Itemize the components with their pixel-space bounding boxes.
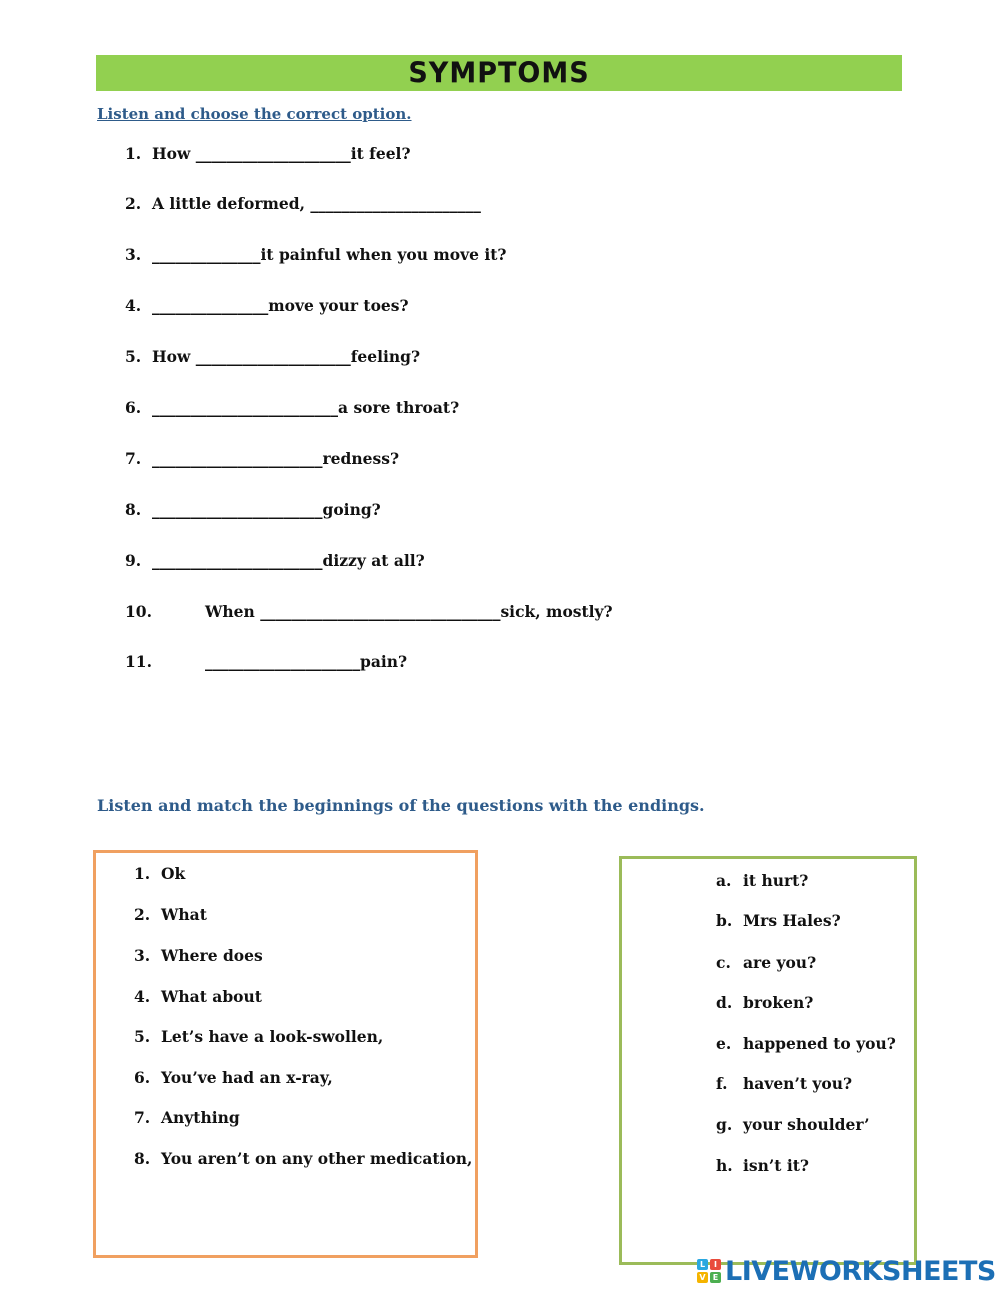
instruction-match: Listen and match the beginnings of the questions with the endings.: [97, 796, 705, 815]
liveworksheets-logo[interactable]: [697, 1254, 996, 1288]
question-item[interactable]: 7. ______________________redness?: [125, 449, 400, 468]
beginning-item[interactable]: 5. Let’s have a look-swollen,: [134, 1027, 384, 1046]
instruction-choose: Listen and choose the correct option.: [97, 105, 412, 123]
question-item[interactable]: 11. ____________________pain?: [125, 652, 408, 671]
beginning-item[interactable]: 2. What: [134, 905, 207, 924]
logo-text: LIVEWORKSHEETS: [725, 1255, 996, 1287]
ending-item[interactable]: a. it hurt?: [716, 871, 809, 890]
ending-item[interactable]: e. happened to you?: [716, 1034, 896, 1053]
ending-item[interactable]: d. broken?: [716, 993, 814, 1012]
question-item[interactable]: 10. When _______________________________sick, mostly?: [125, 602, 613, 621]
ending-item[interactable]: h. isn’t it?: [716, 1156, 809, 1175]
page-title: SYMPTOMS: [408, 56, 590, 90]
ending-item[interactable]: c. are you?: [716, 953, 817, 972]
question-item[interactable]: 8. ______________________going?: [125, 500, 381, 519]
ending-item[interactable]: b. Mrs Hales?: [716, 911, 841, 930]
beginning-item[interactable]: 3. Where does: [134, 946, 263, 965]
ending-item[interactable]: f. haven’t you?: [716, 1074, 853, 1093]
beginning-item[interactable]: 4. What about: [134, 987, 262, 1006]
beginning-item[interactable]: 6. You’ve had an x-ray,: [134, 1068, 333, 1087]
question-item[interactable]: 9. ______________________dizzy at all?: [125, 551, 425, 570]
question-item[interactable]: 2. A little deformed, ______________________: [125, 194, 481, 213]
beginning-item[interactable]: 7. Anything: [134, 1108, 240, 1127]
beginning-item[interactable]: 8. You aren’t on any other medication,: [134, 1149, 473, 1168]
question-item[interactable]: 3. ______________it painful when you move it?: [125, 245, 507, 264]
title-banner: [96, 55, 902, 91]
ending-item[interactable]: g. your shoulder’: [716, 1115, 870, 1134]
question-item[interactable]: 6. ________________________a sore throat?: [125, 398, 460, 417]
question-item[interactable]: 1. How ____________________it feel?: [125, 144, 411, 163]
question-item[interactable]: 4. _______________move your toes?: [125, 296, 409, 315]
logo-blocks-icon: L I V E: [697, 1257, 723, 1285]
beginning-item[interactable]: 1. Ok: [134, 864, 186, 883]
question-item[interactable]: 5. How ____________________feeling?: [125, 347, 421, 366]
